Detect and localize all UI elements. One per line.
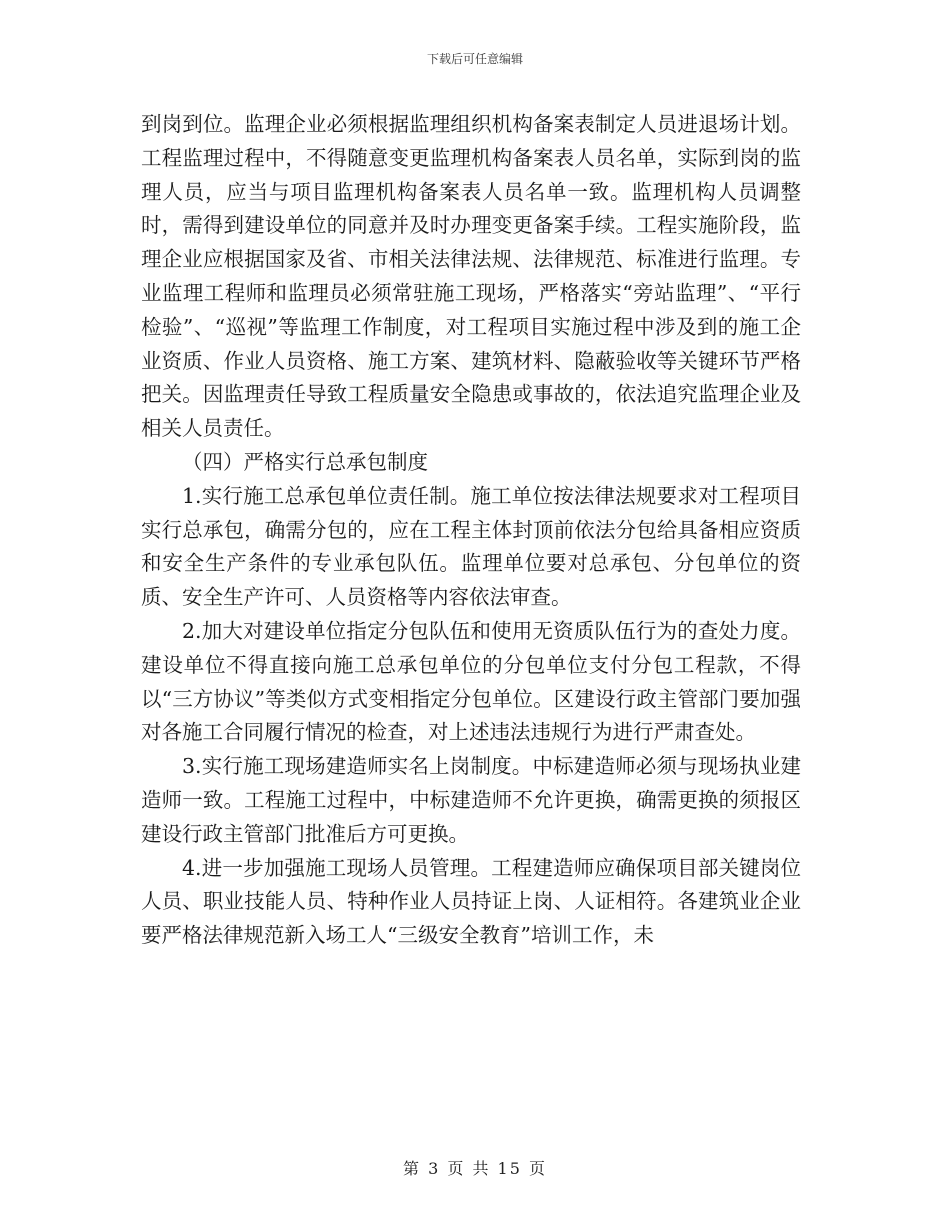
paragraph-item-1: 1.实行施工总承包单位责任制。施工单位按法律法规要求对工程项目实行总承包，确需分包的，应在工程主体封顶前依法分包给具备相应资质和安全生产条件的专业承包队伍。监理单位要对总承包、分包单位的资质、安全生产许可、人员资格等内容依法审查。: [141, 483, 801, 610]
paragraph-item-3: 3.实行施工现场建造师实名上岗制度。中标建造师必须与现场执业建造师一致。工程施工过程中，中标建造师不允许更换，确需更换的须报区建设行政主管部门批准后方可更换。: [141, 754, 801, 846]
page-footer-page-number: 第 3 页 共 15 页: [403, 1159, 547, 1178]
paragraph-item-4: 4.进一步加强施工现场人员管理。工程建造师应确保项目部关键岗位人员、职业技能人员、特种作业人员持证上岗、人证相符。各建筑业企业要严格法律规范新入场工人“三级安全教育”培训工作，未: [141, 855, 801, 948]
paragraph-item-2: 2.加大对建设单位指定分包队伍和使用无资质队伍行为的查处力度。建设单位不得直接向施工总承包单位的分包单位支付分包工程款，不得以“三方协议”等类似方式变相指定分包单位。区建设行政主管部门要加强对各施工合同履行情况的检查，对上述违法违规行为进行严肃查处。: [141, 618, 801, 745]
section-heading-general-contracting: （四）严格实行总承包制度: [182, 449, 428, 474]
paragraph-supervision-continued: 到岗到位。监理企业必须根据监理组织机构备案表制定人员进退场计划。工程监理过程中，不得随意变更监理机构备案表人员名单，实际到岗的监理人员，应当与项目监理机构备案表人员名单一致。监理机构人员调整时，需得到建设单位的同意并及时办理变更备案手续。工程实施阶段，监理企业应根据国家及省、市相关法律法规、法律规范、标准进行监理。专业监理工程师和监理员必须常驻施工现场，严格落实“旁站监理”、“平行检验”、“巡视”等监理工作制度，对工程项目实施过程中涉及到的施工企业资质、作业人员资格、施工方案、建筑材料、隐蔽验收等关键环节严格把关。因监理责任导致工程质量安全隐患或事故的，依法追究监理企业及相关人员责任。: [141, 112, 801, 441]
document-body: [141, 108, 801, 953]
page-header: 下载后可任意编辑: [426, 52, 523, 66]
